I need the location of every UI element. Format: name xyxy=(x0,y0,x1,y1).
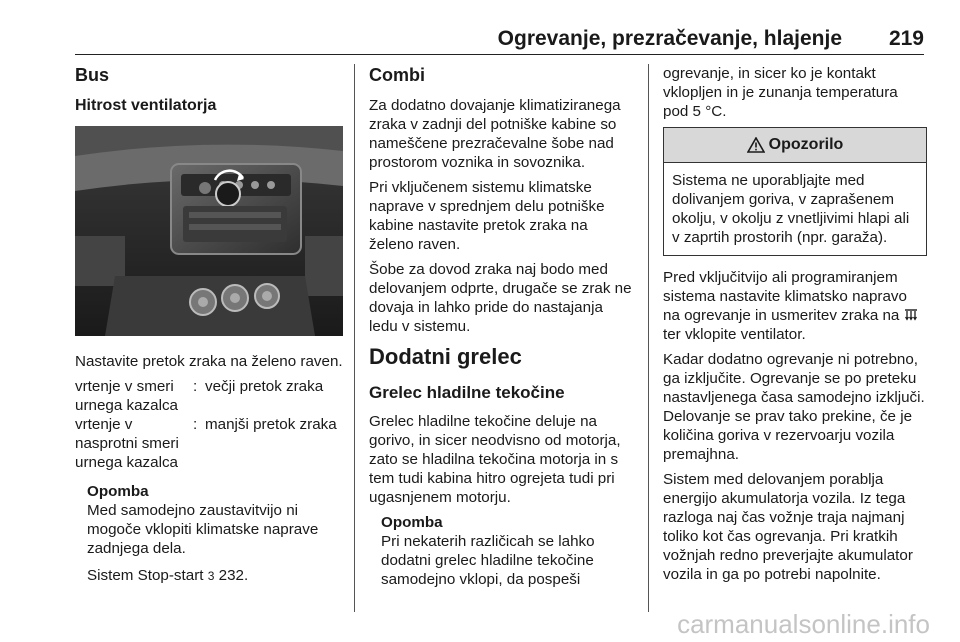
paragraph: ogrevanje, in sicer ko je kontakt vklopljen in je zunanja temperatura pod 5 °C. xyxy=(663,65,898,120)
page-header xyxy=(0,0,960,56)
instruction-text: Nastavite pretok zraka na želeno raven. xyxy=(75,353,343,370)
note-title: Opomba xyxy=(87,483,149,500)
paragraph-text: Pred vključitvijo ali programiranjem sistema nastavite klimatsko napravo na ogrevanje in usmeritev zraka na xyxy=(663,269,907,324)
warning-triangle-icon xyxy=(747,137,765,153)
section-heading-combi: Combi xyxy=(369,65,425,85)
row-separator: : xyxy=(193,378,198,395)
column-divider-1 xyxy=(354,64,355,612)
section-heading-bus: Bus xyxy=(75,65,110,85)
column-3 xyxy=(663,64,927,590)
header-divider xyxy=(75,54,924,55)
paragraph: Grelec hladilne tekočine deluje na gorivo, in sicer neodvisno od motorja, zato se hladilna tekočina motorja in s tem tudi kabina hitro ogrejeta tudi pri ugasnjenem motorju. xyxy=(369,413,621,506)
warning-box xyxy=(663,127,927,256)
reference-text: Sistem Stop-start xyxy=(87,567,204,584)
paragraph-text: ter vklopite ventilator. xyxy=(663,326,806,343)
note-title: Opomba xyxy=(381,514,443,531)
table-row xyxy=(75,377,343,415)
column-1 xyxy=(75,64,343,594)
paragraph: Šobe za dovod zraka naj bodo med delovanjem odprte, drugače se zrak ne dovaja in lahko pride do nastajanja ledu v sistemu. xyxy=(369,261,632,335)
note-block xyxy=(87,482,343,558)
note-text: Med samodejno zaustavitvijo ni mogoče vklopiti klimatske naprave zadnjega dela. xyxy=(87,502,319,557)
paragraph: Pri vključenem sistemu klimatske naprave v sprednjem delu potniške kabine nastavite pretok zraka na želeno raven. xyxy=(369,179,605,253)
cross-reference xyxy=(87,566,343,586)
paragraph: Za dodatno dovajanje klimatiziranega zraka v zadnji del potniške kabine so nameščene prezračevalne šobe nad prostorom voznika in sovoznika. xyxy=(369,97,621,171)
column-2 xyxy=(369,64,635,597)
row-key: vrtenje v nasprotni smeri urnega kazalca xyxy=(75,416,179,471)
note-block xyxy=(381,513,635,589)
subsection-heading-fan-speed: Hitrost ventilatorja xyxy=(75,97,217,114)
reference-page[interactable]: 232. xyxy=(218,567,249,584)
page-number: 219 xyxy=(888,27,924,50)
row-value: manjši pretok zraka xyxy=(205,416,337,433)
row-key: vrtenje v smeri urnega kazalca xyxy=(75,378,179,414)
note-text: Pri nekaterih različicah se lahko dodatni grelec hladilne tekočine samodejno vklopi, da pospeši xyxy=(381,533,595,588)
warning-header xyxy=(664,128,926,163)
floor-airflow-icon xyxy=(904,308,918,321)
row-value: večji pretok zraka xyxy=(205,378,324,395)
warning-text: Sistema ne uporabljajte med dolivanjem goriva, v zaprašenem okolju, v okolju z vnetljivimi hlapi ali v zaprtih prostorih (npr. garaža). xyxy=(672,172,910,246)
dashboard-photo xyxy=(75,126,343,336)
section-heading-auxiliary-heater: Dodatni grelec xyxy=(369,344,522,369)
subsection-heading-coolant-heater: Grelec hladilne tekočine xyxy=(369,383,565,402)
warning-title: Opozorilo xyxy=(768,136,844,153)
paragraph: Sistem med delovanjem porablja energijo akumulatorja vozila. Iz tega razloga naj čas vožnje traja najmanj toliko kot čas ogrevanja. Pri kratkih vožnjah redno preverjajte akumulator vozila in ga po potrebi napolnite. xyxy=(663,471,913,583)
column-divider-2 xyxy=(648,64,649,612)
row-separator: : xyxy=(193,416,198,433)
paragraph xyxy=(663,268,927,344)
paragraph: Kadar dodatno ogrevanje ni potrebno, ga izključite. Ogrevanje se po preteku nastavljenega časa samodejno izključi. Delovanje se prav tako prekine, če je količina goriva v rezervoarju vozila premajhna. xyxy=(663,351,925,463)
page-reference-icon: 3 xyxy=(207,569,215,583)
rotation-table xyxy=(75,377,343,472)
watermark: carmanualsonline.info xyxy=(677,609,930,639)
chapter-title: Ogrevanje, prezračevanje, hlajenje xyxy=(497,27,842,50)
table-row xyxy=(75,415,343,472)
